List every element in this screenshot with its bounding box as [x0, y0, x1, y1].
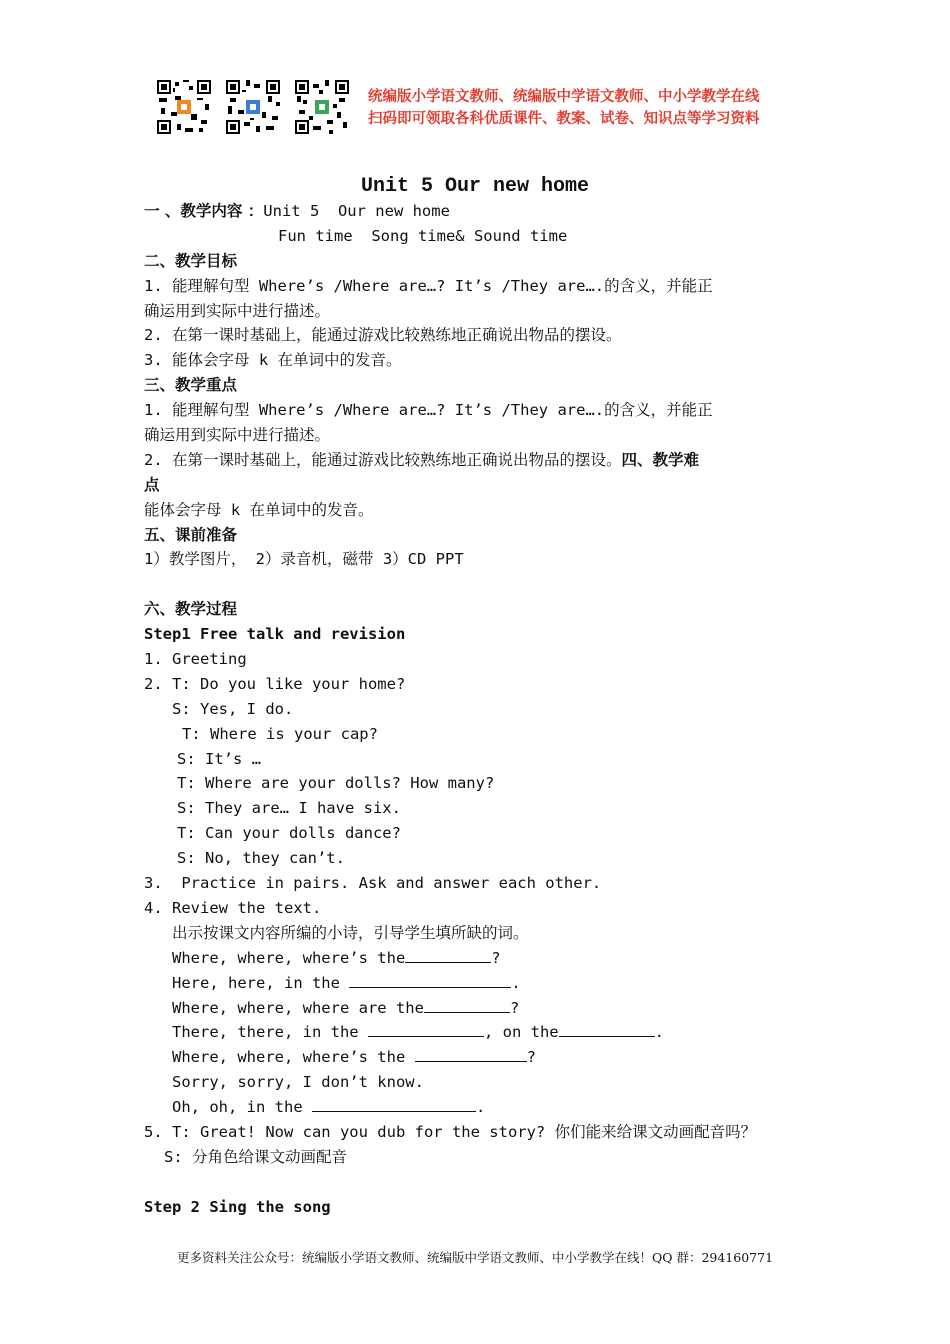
poem-line-4 — [144, 1020, 814, 1045]
section-4-heading-b: 点 — [144, 475, 160, 494]
section-2-heading: 二、教学目标 — [144, 251, 238, 270]
footer-text: 更多资料关注公众号：统编版小学语文教师、统编版中学语文教师、中小学教学在线！QQ 群：294160771 — [176, 1250, 774, 1265]
section-2-item-3: 3. 能体会字母 k 在单词中的发音。 — [144, 351, 402, 370]
section-5-heading: 五、课前准备 — [144, 525, 238, 544]
promo-text — [368, 86, 760, 130]
section-3-heading: 三、教学重点 — [144, 376, 238, 395]
fill-blank[interactable] — [405, 946, 491, 963]
poem-text: Where, where, where’s the — [172, 1048, 415, 1067]
poem-line-6: Sorry, sorry, I don’t know. — [172, 1073, 424, 1092]
section-2-item-1b: 确运用到实际中进行描述。 — [144, 301, 331, 320]
process-line-13: 5. T: Great! Now can you dub for the story? 你们能来给课文动画配音吗？ — [144, 1122, 757, 1141]
fill-blank[interactable] — [349, 971, 511, 988]
poem-text: Here, here, in the — [172, 973, 350, 992]
process-line-2: 2. T: Do you like your home? — [144, 674, 406, 693]
qr-code-graphic — [226, 80, 280, 134]
poem-text: ? — [491, 948, 501, 967]
step-1-heading: Step1 Free talk and revision — [144, 625, 406, 644]
section-2-item-1a: 1. 能理解句型 Where’s /Where are…? It’s /They are….的含义，并能正 — [144, 276, 713, 295]
section-1-content-1: Unit 5 Our new home — [263, 202, 450, 220]
poem-line-2 — [144, 971, 814, 996]
process-line-7: S: They are… I have six. — [177, 799, 401, 818]
section-3-item-1a: 1. 能理解句型 Where’s /Where are…? It’s /They are….的含义，并能正 — [144, 401, 713, 420]
poem-line-1 — [144, 946, 814, 971]
poem-text: . — [511, 973, 521, 992]
process-line-6: T: Where are your dolls? How many? — [177, 774, 495, 793]
promo-line-1: 统编版小学语文教师、统编版中学语文教师、中小学教学在线 — [368, 89, 760, 105]
qr-code-row — [157, 80, 349, 134]
document-title: Unit 5 Our new home — [360, 175, 590, 198]
section-6-heading: 六、教学过程 — [144, 600, 238, 619]
poem-line-5 — [144, 1045, 814, 1070]
section-3-item-2-line — [144, 448, 814, 473]
poem-text: Where, where, where’s the — [172, 948, 406, 967]
section-3-item-1b: 确运用到实际中进行描述。 — [144, 426, 331, 445]
section-1-heading: 一 、教学内容 ： — [144, 202, 264, 220]
qr-code-graphic — [157, 80, 211, 134]
process-line-4: T: Where is your cap? — [182, 724, 378, 743]
process-line-14: S: 分角色给课文动画配音 — [164, 1147, 347, 1166]
fill-blank[interactable] — [415, 1045, 527, 1062]
promo-line-2: 扫码即可领取各科优质课件、教案、试卷、知识点等学习资料 — [368, 111, 760, 127]
poem-text: There, there, in the — [172, 1023, 368, 1042]
document-body — [144, 199, 814, 1220]
section-4-text: 能体会字母 k 在单词中的发音。 — [144, 500, 374, 519]
process-line-10: 3. Practice in pairs. Ask and answer each other. — [144, 874, 602, 893]
poem-text: . — [475, 1098, 486, 1117]
section-2-item-2: 2. 在第一课时基础上，能通过游戏比较熟练地正确说出物品的摆设。 — [144, 326, 622, 345]
qr-code-1[interactable] — [157, 80, 211, 134]
fill-blank[interactable] — [312, 1095, 476, 1112]
poem-text: ? — [509, 998, 520, 1017]
poem-text: , on the — [483, 1023, 559, 1042]
poem-text: ? — [526, 1048, 536, 1067]
section-4-heading-a: 四、教学难 — [621, 450, 700, 469]
process-line-9: S: No, they can’t. — [177, 849, 345, 868]
section-3-item-2: 2. 在第一课时基础上，能通过游戏比较熟练地正确说出物品的摆设。 — [144, 450, 622, 469]
qr-code-3[interactable] — [295, 80, 349, 134]
fill-blank[interactable] — [368, 1020, 484, 1037]
section-1-line — [144, 199, 814, 224]
spacer — [144, 572, 814, 597]
qr-code-2[interactable] — [226, 80, 280, 134]
poem-text: Oh, oh, in the — [172, 1098, 312, 1117]
fill-blank[interactable] — [559, 1020, 655, 1037]
process-line-3: S: Yes, I do. — [172, 699, 294, 718]
poem-text: Where, where, where are the — [172, 998, 424, 1017]
spacer — [144, 1170, 814, 1195]
poem-line-3 — [144, 996, 814, 1021]
section-5-text: 1）教学图片， 2）录音机，磁带 3）CD PPT — [144, 550, 464, 569]
process-line-5: S: It’s … — [177, 749, 261, 768]
fill-blank[interactable] — [424, 996, 510, 1013]
process-line-1: 1. Greeting — [144, 650, 247, 669]
section-1-content-2: Fun time Song time& Sound time — [278, 226, 568, 245]
process-line-8: T: Can your dolls dance? — [177, 824, 401, 843]
step-2-heading: Step 2 Sing the song — [144, 1197, 331, 1216]
poem-line-7 — [144, 1095, 814, 1120]
process-line-11: 4. Review the text. — [144, 898, 322, 917]
poem-text: . — [654, 1023, 664, 1042]
qr-code-graphic — [295, 80, 349, 134]
process-line-12: 出示按课文内容所编的小诗，引导学生填所缺的词。 — [172, 923, 529, 942]
